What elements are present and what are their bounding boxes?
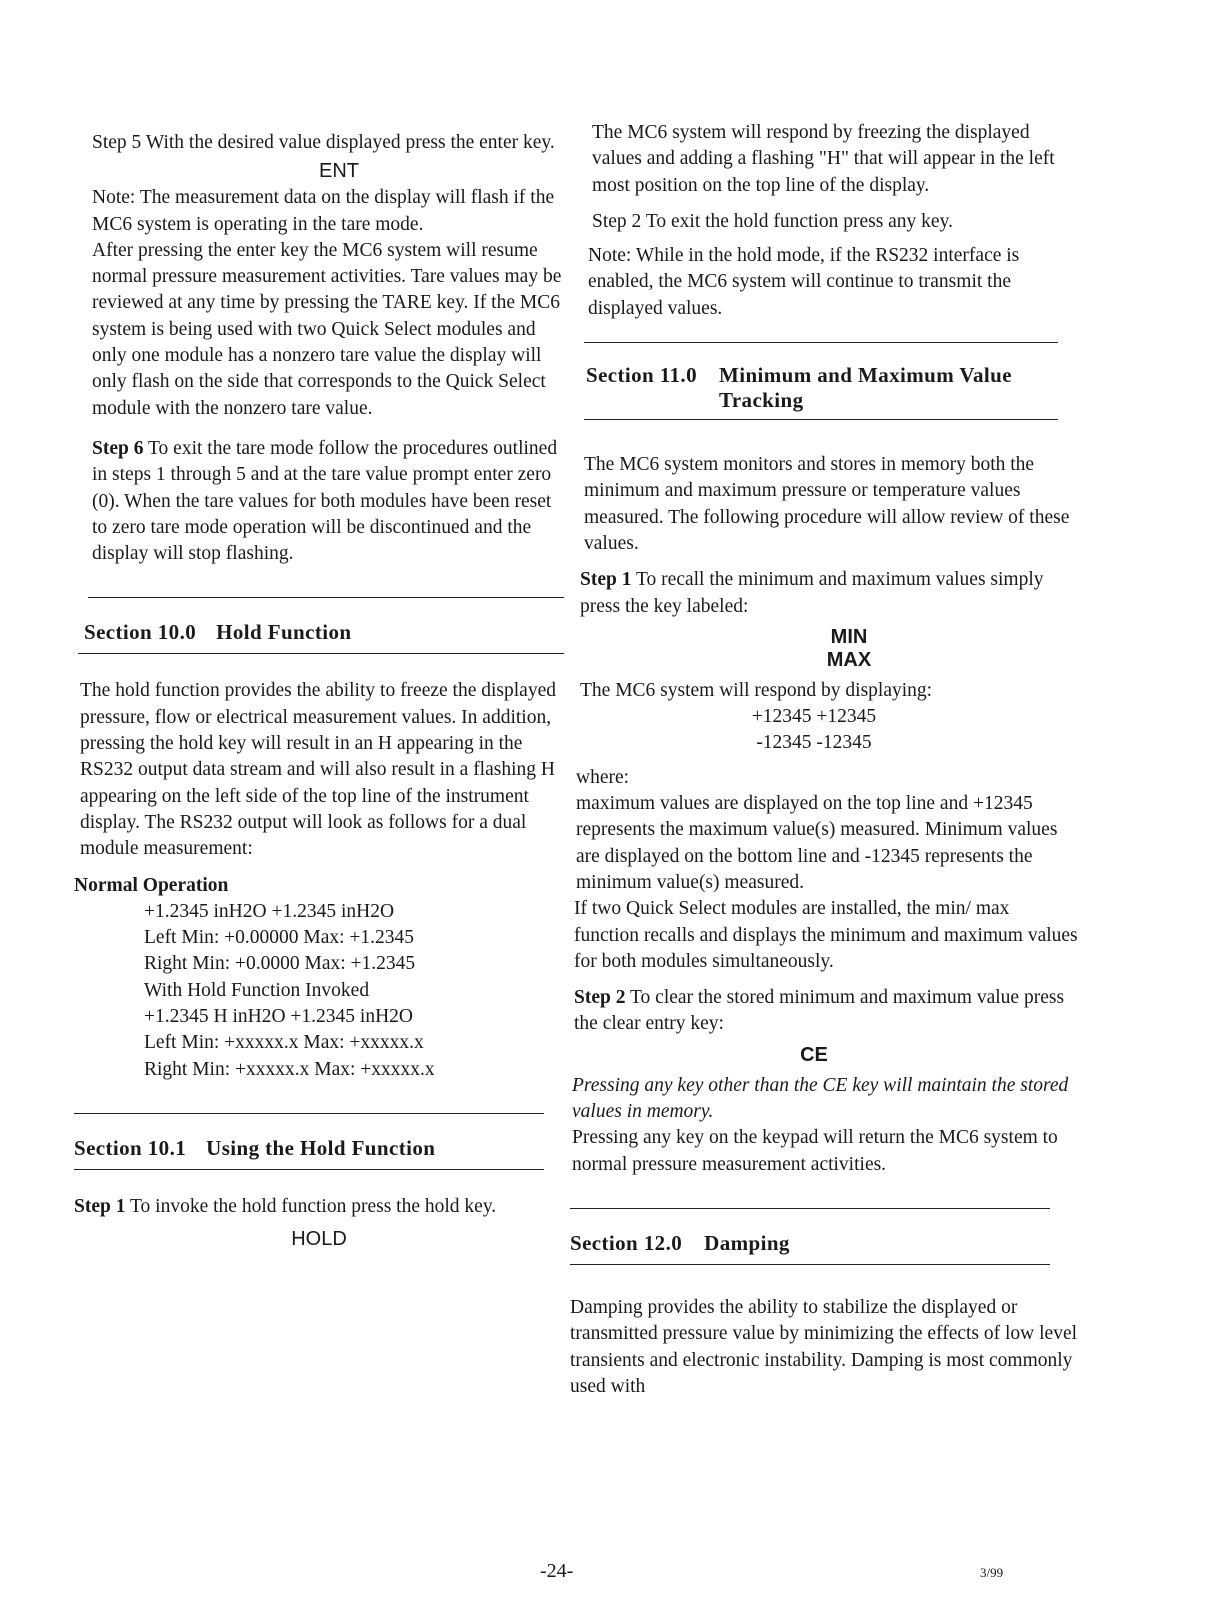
step-1-text: To recall the minimum and maximum values simply press the key labeled:	[580, 569, 1044, 617]
hold-intro-paragraph: The hold function provides the ability to freeze the displayed pressure, flow or electrical measurement values. In addition, pressing the hold key will result in an H appearing in the RS232 output data stream and will also result in a flashing H appearing on the left side of the top line of the instrument display. The RS232 output will look as follows for a dual module measurement:	[80, 680, 556, 860]
rs232-note: Note: While in the hold mode, if the RS232 interface is enabled, the MC6 system will continue to transmit the displayed values.	[588, 245, 1020, 319]
minmax-intro-paragraph: The MC6 system monitors and stores in memory both the minimum and maximum pressure or temperature values measured. The following procedure will allow review of these values.	[584, 454, 1070, 554]
step-2-label: Step 2	[574, 987, 626, 1009]
rs232-line: +1.2345 inH2O +1.2345 inH2O	[144, 900, 395, 922]
divider	[584, 419, 1058, 420]
section-number: Section 12.0	[570, 1230, 683, 1255]
rs232-line: Right Min: +0.0000 Max: +1.2345	[144, 953, 416, 975]
section-11-heading	[580, 363, 1078, 413]
section-number: Section 10.0	[84, 620, 197, 645]
ce-key-label: CE	[800, 1043, 828, 1066]
step-5-text: Step 5 With the desired value displayed press the enter key.	[92, 132, 555, 153]
section-12-heading	[570, 1231, 1078, 1256]
divider	[74, 1113, 544, 1114]
hold-respond-paragraph: The MC6 system will respond by freezing the displayed values and adding a flashing "H" that will appear in the left most position on the top line of the display.	[592, 122, 1055, 196]
damping-paragraph: Damping provides the ability to stabilize the displayed or transmitted pressure value by minimizing the effects of low level transients and electronic instability. Damping is most commonly used with	[570, 1296, 1078, 1397]
section-title: Minimum and Maximum Value Tracking	[718, 363, 1012, 413]
divider	[88, 597, 564, 598]
step-1-text: To invoke the hold function press the hold key.	[130, 1195, 497, 1217]
tare-note: Note: The measurement data on the display will flash if the MC6 system is operating in the tare mode.	[92, 187, 555, 235]
step-6-paragraph	[74, 436, 564, 567]
hold-key-label: HOLD	[291, 1228, 347, 1251]
section-10-heading	[74, 620, 564, 645]
pressing-any-paragraph: Pressing any key on the keypad will return the MC6 system to normal pressure measurement activities.	[572, 1127, 1058, 1175]
divider	[74, 1169, 544, 1170]
divider	[570, 1264, 1050, 1265]
step-6-label: Step 6	[92, 437, 144, 459]
where-label: where:	[576, 766, 630, 788]
divider	[78, 653, 564, 654]
rs232-output-listing	[74, 899, 564, 1083]
max-key-label: MAX	[826, 648, 872, 671]
section-number: Section 10.1	[74, 1135, 187, 1160]
normal-operation-label: Normal Operation	[74, 874, 229, 896]
page-number: -24-	[540, 1560, 574, 1582]
hold-step-2-text: Step 2 To exit the hold function press any key.	[592, 210, 953, 232]
step-2-text: To clear the stored minimum and maximum value press the clear entry key:	[574, 987, 1065, 1035]
respond-display-text: The MC6 system will respond by displaying:	[580, 679, 933, 701]
step-1-label: Step 1	[74, 1195, 126, 1217]
display-top-line: +12345 +12345	[751, 706, 877, 728]
left-column	[74, 120, 564, 1251]
rs232-line: Right Min: +xxxxx.x Max: +xxxxx.x	[144, 1058, 435, 1080]
where-paragraph: maximum values are displayed on the top line and +12345 represents the maximum value(s) measured. Minimum values are displayed on the bottom line and -12345 represents the minimum value(s) measured.	[576, 793, 1058, 893]
minmax-step-2-paragraph	[574, 985, 1078, 1038]
hold-step-1-paragraph	[74, 1194, 564, 1220]
step-1-label: Step 1	[580, 569, 632, 591]
rs232-line: Left Min: +0.00000 Max: +1.2345	[144, 927, 415, 949]
section-title: Using the Hold Function	[206, 1135, 436, 1160]
revision-date: 3/99	[980, 1565, 1004, 1580]
divider	[584, 342, 1058, 343]
section-title: Hold Function	[216, 620, 352, 645]
two-modules-paragraph: If two Quick Select modules are installed, the min/ max function recalls and displays the minimum and maximum values for both modules simultaneously.	[574, 898, 1078, 972]
section-title: Damping	[704, 1230, 790, 1255]
minmax-step-1-paragraph	[580, 567, 1078, 620]
after-enter-paragraph: After pressing the enter key the MC6 system will resume normal pressure measurement activities. Tare values may be reviewed at any time by pressing the TARE key. If the MC6 system is being used with two Quick Select modules and only one module has a nonzero tare value the display will only flash on the side that corresponds to the Quick Select module with the nonzero tare value.	[92, 239, 562, 419]
right-column	[570, 120, 1078, 1400]
ent-key-label: ENT	[319, 160, 359, 183]
min-key-label: MIN	[830, 625, 868, 648]
rs232-line: Left Min: +xxxxx.x Max: +xxxxx.x	[144, 1032, 424, 1054]
section-number: Section 11.0	[586, 363, 697, 388]
rs232-line: +1.2345 H inH2O +1.2345 inH2O	[144, 1006, 413, 1028]
italic-note: Pressing any key other than the CE key will maintain the stored values in memory.	[572, 1074, 1069, 1123]
rs232-line: With Hold Function Invoked	[144, 979, 370, 1001]
section-10-1-heading	[74, 1136, 564, 1161]
display-bottom-line: -12345 -12345	[756, 732, 872, 754]
step-6-text: To exit the tare mode follow the procedures outlined in steps 1 through 5 and at the tare value prompt enter zero (0). When the tare values for both modules have been reset to zero tare mode operation will be discontinued and the display will stop flashing.	[92, 437, 558, 565]
divider	[570, 1208, 1050, 1209]
